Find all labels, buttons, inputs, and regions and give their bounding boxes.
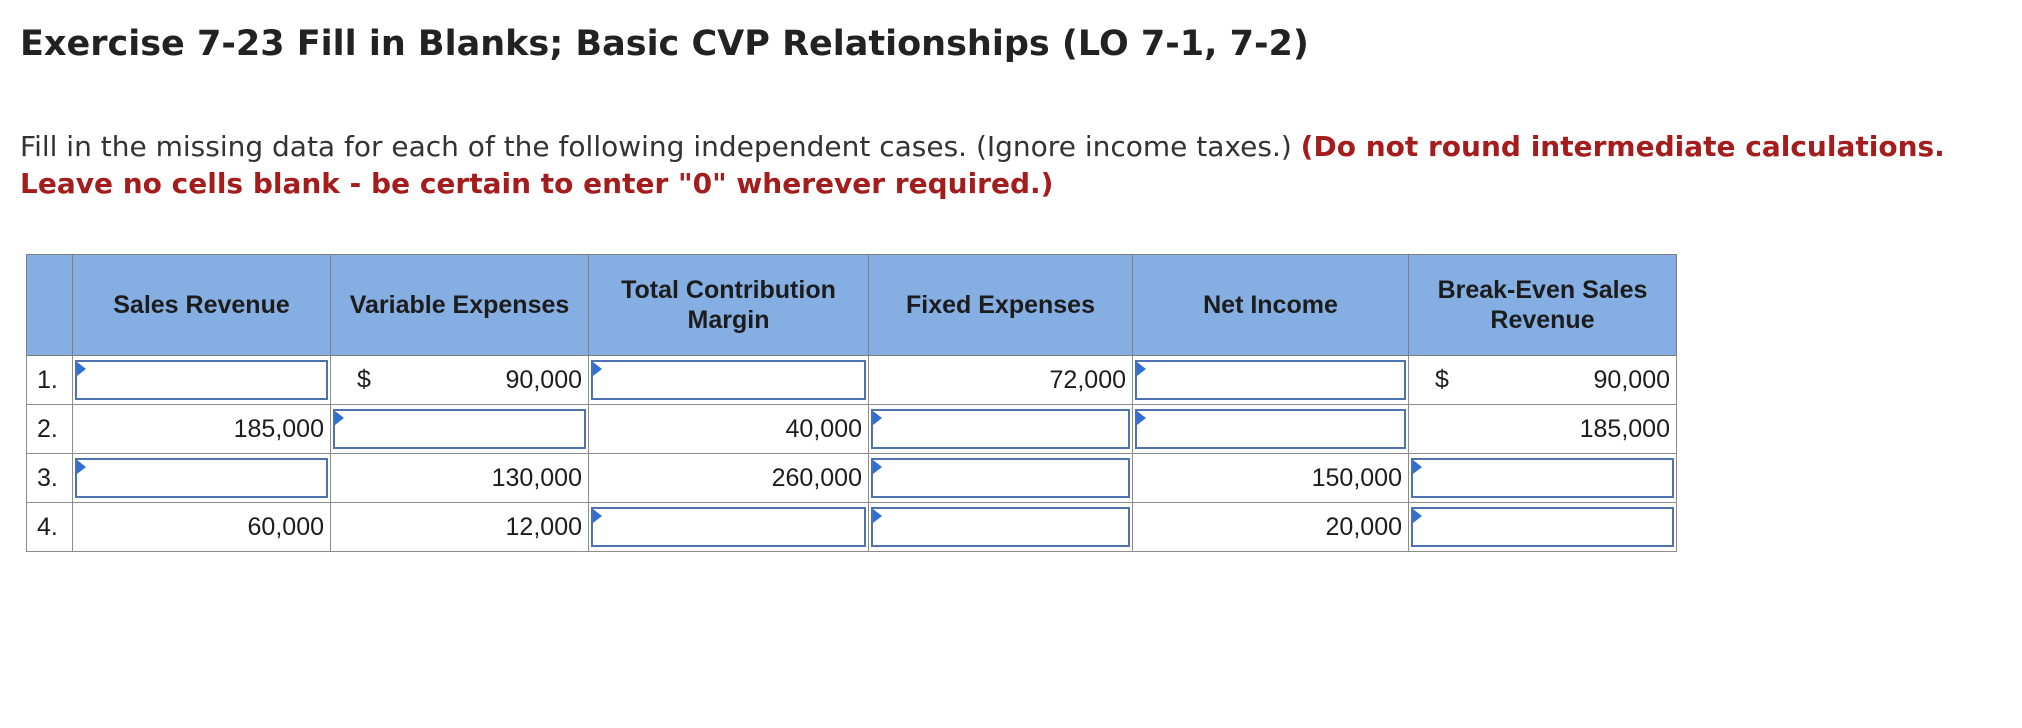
net-income-input-1[interactable] — [1133, 356, 1409, 405]
fixed-expenses-value-1: 72,000 — [869, 356, 1133, 405]
sales-revenue-value-2: 185,000 — [73, 405, 331, 454]
input-field[interactable] — [871, 458, 1130, 498]
cvp-table — [26, 254, 1677, 552]
table-row — [27, 405, 1677, 454]
header-blank — [27, 255, 73, 356]
table-row — [27, 503, 1677, 552]
fixed-expenses-input-4[interactable] — [869, 503, 1133, 552]
currency-symbol: $ — [1435, 365, 1449, 394]
input-field[interactable] — [591, 360, 866, 400]
input-field[interactable] — [871, 409, 1130, 449]
input-marker-icon — [593, 509, 602, 523]
total-contribution-margin-value-2: 40,000 — [589, 405, 869, 454]
input-marker-icon — [1413, 509, 1422, 523]
total-contribution-margin-input-1[interactable] — [589, 356, 869, 405]
input-marker-icon — [77, 460, 86, 474]
header-total-contribution-margin: Total Contribution Margin — [589, 255, 869, 356]
input-marker-icon — [1137, 411, 1146, 425]
break-even-value-1 — [1409, 356, 1677, 405]
input-marker-icon — [77, 362, 86, 376]
sales-revenue-input-3[interactable] — [73, 454, 331, 503]
variable-expenses-value-1 — [331, 356, 589, 405]
currency-symbol: $ — [357, 365, 371, 394]
header-sales-revenue: Sales Revenue — [73, 255, 331, 356]
sales-revenue-input-1[interactable] — [73, 356, 331, 405]
input-field[interactable] — [1411, 507, 1674, 547]
input-field[interactable] — [871, 507, 1130, 547]
variable-expenses-value-4: 12,000 — [331, 503, 589, 552]
input-marker-icon — [873, 411, 882, 425]
input-field[interactable] — [1135, 409, 1406, 449]
net-income-input-2[interactable] — [1133, 405, 1409, 454]
input-field[interactable] — [1411, 458, 1674, 498]
input-marker-icon — [873, 509, 882, 523]
header-variable-expenses: Variable Expenses — [331, 255, 589, 356]
header-net-income: Net Income — [1133, 255, 1409, 356]
header-break-even-sales-revenue: Break-Even Sales Revenue — [1409, 255, 1677, 356]
header-fixed-expenses: Fixed Expenses — [869, 255, 1133, 356]
input-field[interactable] — [75, 458, 328, 498]
variable-expenses-input-2[interactable] — [331, 405, 589, 454]
row-label: 1. — [27, 356, 73, 405]
row-label: 4. — [27, 503, 73, 552]
input-field[interactable] — [1135, 360, 1406, 400]
header-row — [27, 255, 1677, 356]
sales-revenue-value-4: 60,000 — [73, 503, 331, 552]
instructions-text: Fill in the missing data for each of the following independent cases. (Ignore income taxes.) — [20, 130, 1301, 163]
input-field[interactable] — [591, 507, 866, 547]
input-marker-icon — [1137, 362, 1146, 376]
total-contribution-margin-value-3: 260,000 — [589, 454, 869, 503]
break-even-value-2: 185,000 — [1409, 405, 1677, 454]
total-contribution-margin-input-4[interactable] — [589, 503, 869, 552]
page-title: Exercise 7-23 Fill in Blanks; Basic CVP Relationships (LO 7-1, 7-2) — [20, 24, 1309, 64]
instructions-emphasis: (Do not round intermediate calculations. Leave no cells blank - be certain to enter "0" wherever required.) — [20, 130, 1945, 200]
variable-expenses-value-3: 130,000 — [331, 454, 589, 503]
net-income-value-4: 20,000 — [1133, 503, 1409, 552]
cell-value: 90,000 — [505, 365, 582, 394]
break-even-input-3[interactable] — [1409, 454, 1677, 503]
cell-value: 90,000 — [1593, 365, 1670, 394]
input-marker-icon — [1413, 460, 1422, 474]
row-label: 3. — [27, 454, 73, 503]
input-marker-icon — [873, 460, 882, 474]
input-field[interactable] — [75, 360, 328, 400]
break-even-input-4[interactable] — [1409, 503, 1677, 552]
input-marker-icon — [593, 362, 602, 376]
table-row — [27, 356, 1677, 405]
row-label: 2. — [27, 405, 73, 454]
input-field[interactable] — [333, 409, 586, 449]
table-row — [27, 454, 1677, 503]
fixed-expenses-input-3[interactable] — [869, 454, 1133, 503]
input-marker-icon — [335, 411, 344, 425]
instructions — [20, 128, 1960, 202]
net-income-value-3: 150,000 — [1133, 454, 1409, 503]
fixed-expenses-input-2[interactable] — [869, 405, 1133, 454]
